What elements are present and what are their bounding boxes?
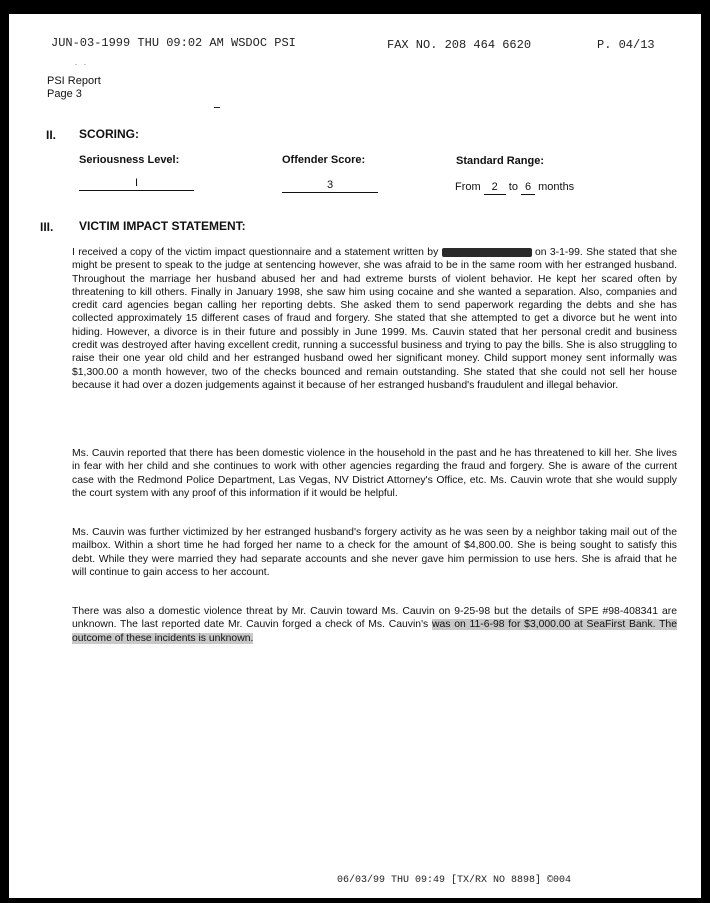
victim-paragraph-1	[72, 246, 677, 392]
section-numeral-victim: III.	[40, 220, 54, 234]
seriousness-level-label: Seriousness Level:	[79, 154, 180, 166]
victim-paragraph-4	[72, 605, 677, 645]
seriousness-level-value: I	[79, 176, 194, 191]
scan-dash	[214, 107, 220, 108]
standard-range-value	[455, 181, 574, 195]
fax-page-number: P. 04/13	[597, 38, 655, 52]
paragraph-1-body: on 3-1-99. She stated that she might be present to speak to the judge at sentencing however, she was afraid to be in the same room with her estranged husband. Throughout the marriage her husband abused her and had extreme bursts of violent behavior. He kept her scared often by threatening to kill others. Finally in January 1998, she saw him using cocaine and she wanted a separation. Also, companies and credit card agencies began calling her reporting debts. She asked them to send paperwork regarding the debts and she has collected approximately 15 different cases of fraud and forgery. She stated that she attempted to get a divorce but he went into hiding. However, a divorce is in their future and possibly in June 1999. Ms. Cauvin stated that her personal credit and business credit was destroyed after having excellent credit, running a successful business and trying to pay the bills. She is also struggling to raise their one year old child and her estranged husband owed her significant money. Child support money sent informally was $1,300.00 a month however, two of the checks bounced and remain outstanding. She stated that she could not sell her house because it had over a dozen judgements against it because of her estranged husband's fraudulent and illegal behavior.	[72, 247, 678, 391]
offender-score-value: 3	[282, 178, 378, 193]
section-numeral-scoring: II.	[46, 128, 57, 142]
report-title: PSI Report	[47, 75, 101, 87]
range-to-value: 6	[521, 181, 535, 195]
report-page: Page 3	[47, 88, 82, 100]
fax-page	[9, 14, 701, 898]
victim-paragraph-3: Ms. Cauvin was further victimized by her estranged husband's forgery activity as he was seen by a neighbor taking mail out of the mailbox. Within a short time he had forged her name to a check for the amount of $4,800.00. She is being sought to satisfy this debt. While they were married they had separate accounts and she never gave him permission to use hers. She is afraid that he will continue to gain access to her account.	[72, 527, 677, 578]
fax-timestamp-header: JUN-03-1999 THU 09:02 AM WSDOC PSI	[51, 36, 296, 50]
victim-impact-heading: VICTIM IMPACT STATEMENT:	[79, 219, 246, 233]
fax-transmission-footer: 06/03/99 THU 09:49 [TX/RX NO 8898] ©004	[337, 875, 572, 886]
range-to-word: to	[508, 181, 518, 193]
victim-paragraph-2: Ms. Cauvin reported that there has been domestic violence in the household in the past and he has threatened to kill her. She lives in fear with her child and she continues to work with other agencies regarding the fraud and forgery. She is aware of the current case with the Redmond Police Department, Las Vegas, NV District Attorney's Office, etc. Ms. Cauvin wrote that she would supply the court system with any proof of this information if it would be helpful.	[72, 448, 677, 499]
paragraph-1-opening: I received a copy of the victim impact questionnaire and a statement written by	[72, 247, 439, 258]
paragraph-4-highlighted: was on 11-6-98 for $3,000.00 at SeaFirst Bank. The outcome of these incidents is unknown.	[72, 619, 677, 644]
range-from-word: From	[455, 181, 481, 193]
redacted-name-block	[442, 248, 532, 257]
offender-score-label: Offender Score:	[282, 154, 366, 166]
scoring-heading: SCORING:	[79, 127, 139, 141]
standard-range-label: Standard Range:	[456, 155, 545, 167]
paragraph-4-opening: There was also a domestic violence threat by Mr. Cauvin toward Ms. Cauvin on 9-25-98 but the details of SPE #98-408341 are unknown. The last reported date Mr. Cauvin forged a check of Ms. Cauvin's	[72, 606, 677, 631]
fax-number-header: FAX NO. 208 464 6620	[387, 38, 532, 52]
range-unit: months	[538, 181, 575, 193]
scan-specks: . .	[75, 58, 87, 67]
range-from-value: 2	[484, 181, 506, 195]
